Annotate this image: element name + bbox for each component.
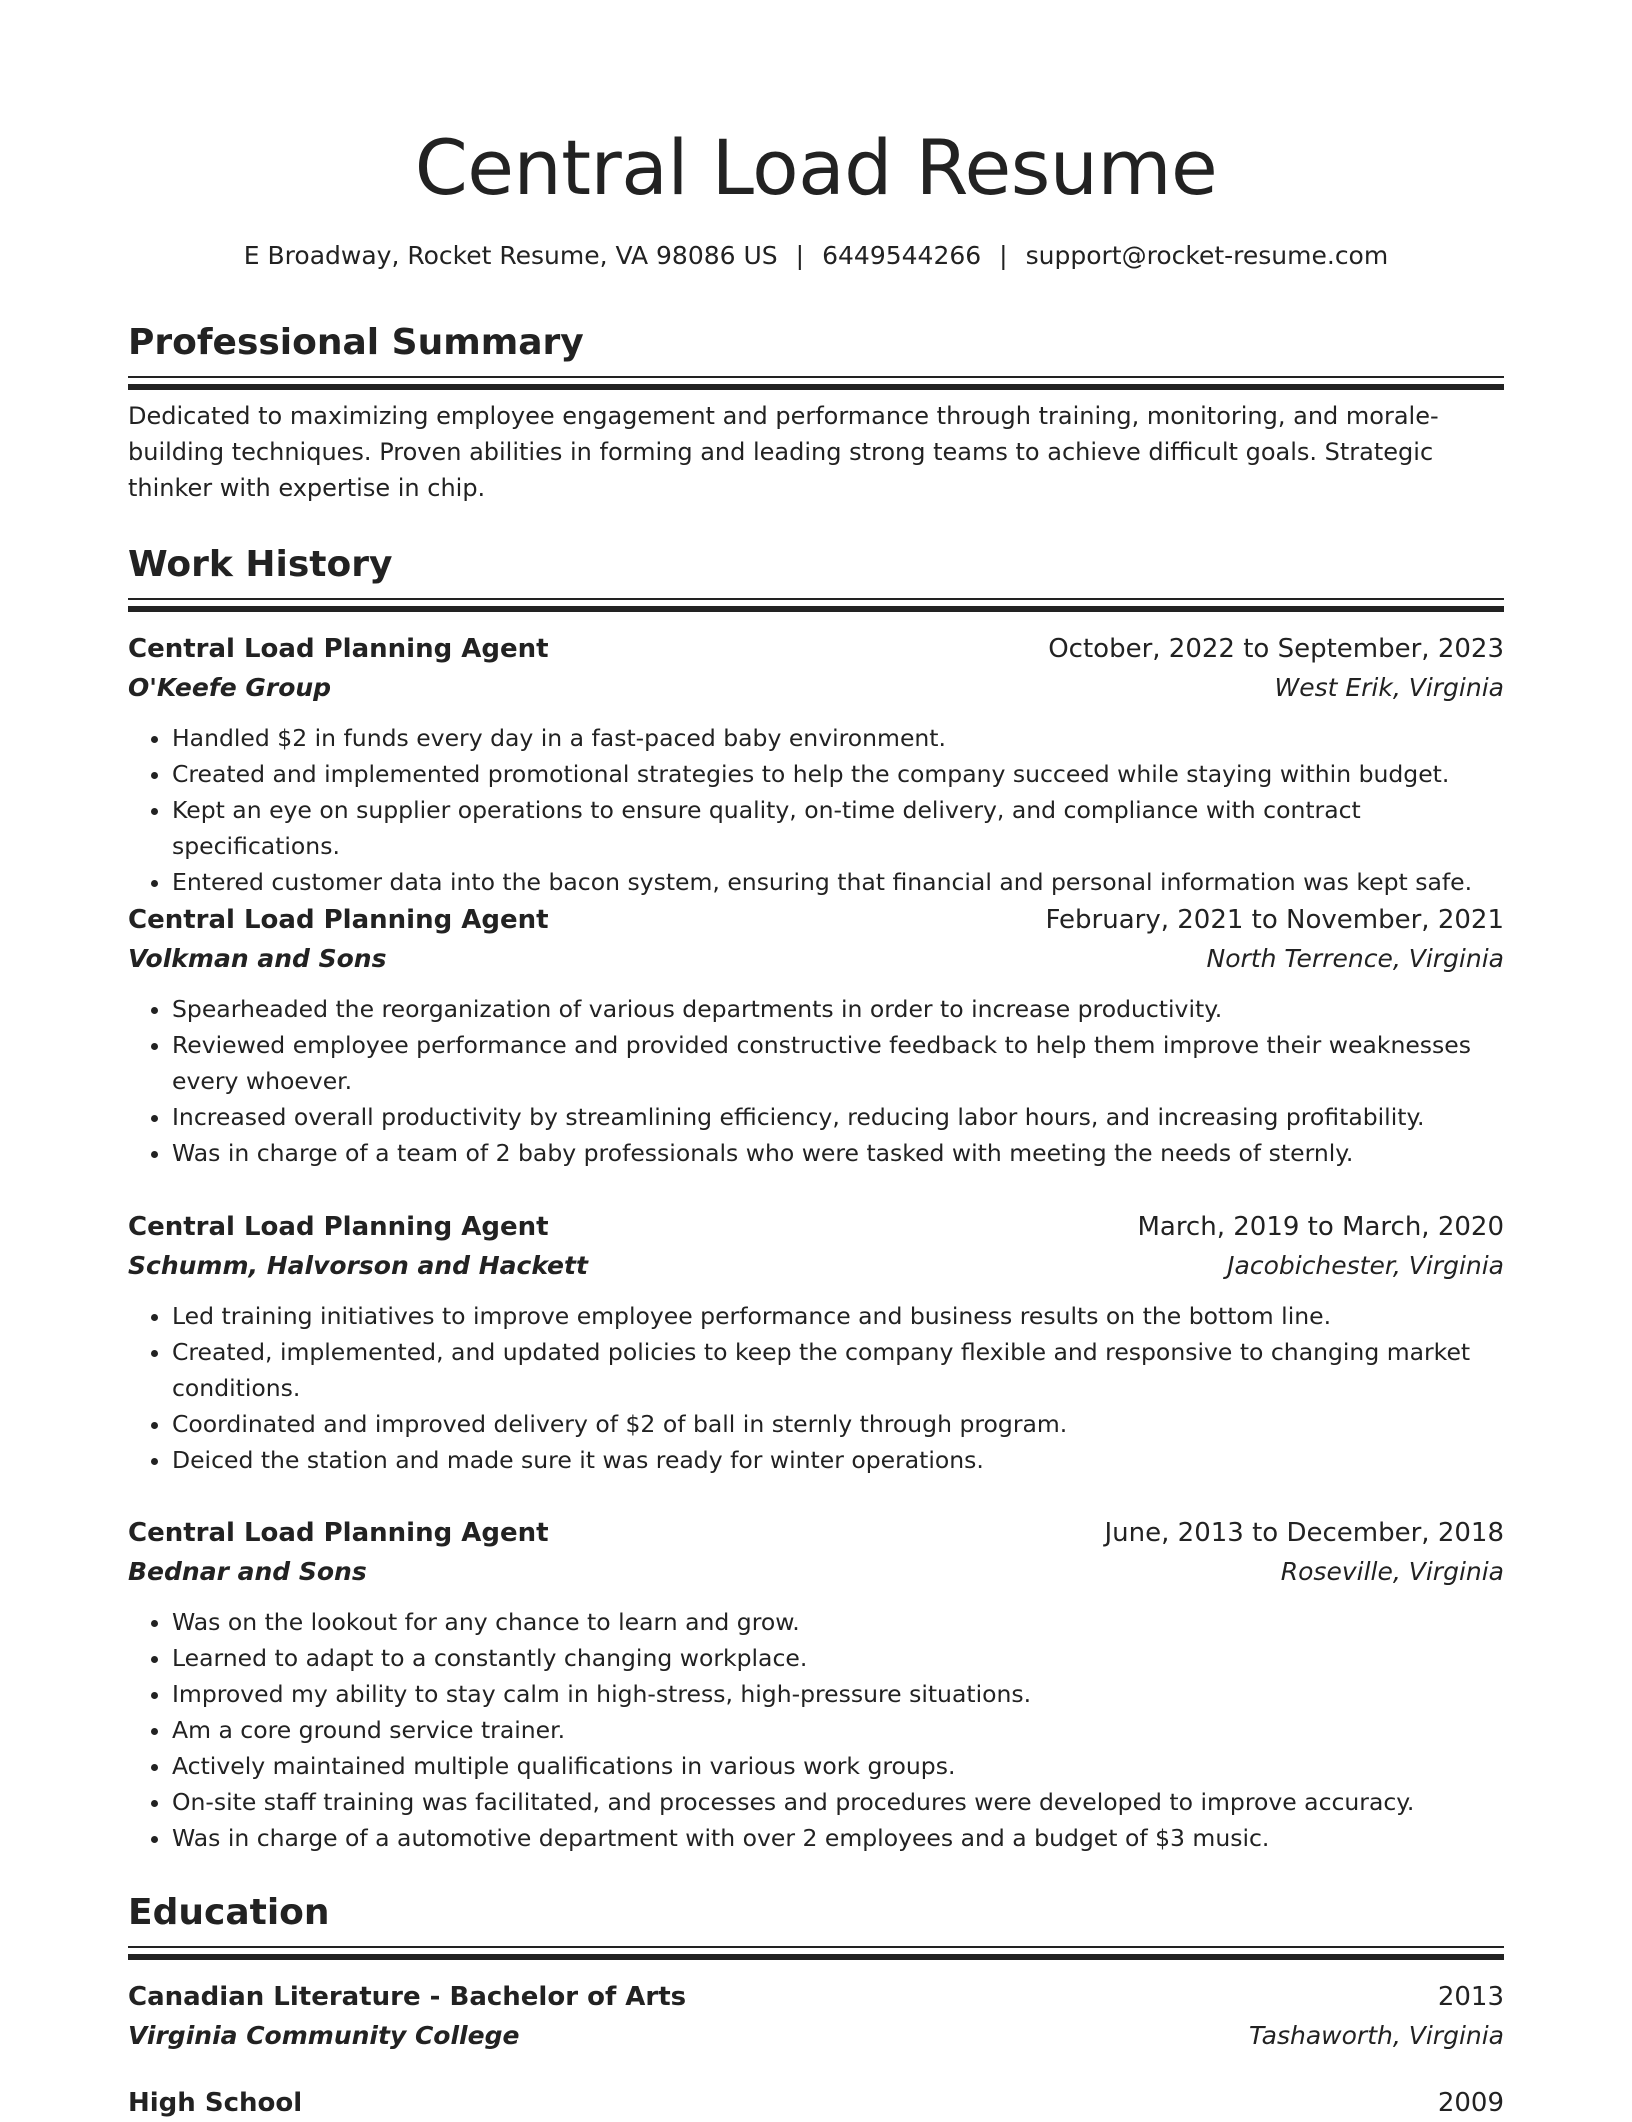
job-title: Central Load Planning Agent: [128, 905, 549, 935]
list-item: • Reviewed employee performance and provided constructive feedback to help them improve their weaknesses every whoever.: [172, 1027, 1504, 1099]
section-divider: [128, 1946, 1504, 1954]
education-degree: High School: [128, 2088, 303, 2118]
section-title-education: Education: [128, 1892, 330, 1933]
job-location: Jacobichester, Virginia: [1227, 1251, 1504, 1280]
job-title: Central Load Planning Agent: [128, 634, 549, 664]
education-degree: Canadian Literature - Bachelor of Arts: [128, 1982, 687, 2012]
education-year: 2009: [1437, 2088, 1504, 2118]
list-item: • Am a core ground service trainer.: [172, 1712, 1504, 1748]
job-entry: [128, 1514, 1504, 1856]
list-item: • Led training initiatives to improve employee performance and business results on the bottom line.: [172, 1298, 1504, 1334]
job-bullets: [128, 720, 1504, 900]
work-history-section: [128, 540, 1504, 606]
contact-email: support@rocket-resume.com: [1025, 241, 1389, 270]
summary-text: Dedicated to maximizing employee engagement and performance through training, monitoring, and morale-building techniques. Proven abilities in forming and leading strong teams to achieve difficult goals. Strategic thinker with expertise in chip.: [128, 402, 1439, 502]
contact-separator: |: [795, 241, 805, 270]
job-company: O'Keefe Group: [128, 673, 332, 702]
job-title: Central Load Planning Agent: [128, 1518, 549, 1548]
job-company: Volkman and Sons: [128, 944, 387, 973]
job-dates: June, 2013 to December, 2018: [1104, 1518, 1504, 1548]
section-divider: [128, 598, 1504, 606]
education-location: Tashaworth, Virginia: [1249, 2021, 1504, 2050]
job-location: North Terrence, Virginia: [1206, 944, 1504, 973]
list-item: • Created and implemented promotional strategies to help the company succeed while staying within budget.: [172, 756, 1504, 792]
list-item: • Kept an eye on supplier operations to ensure quality, on-time delivery, and compliance with contract specifications.: [172, 792, 1504, 864]
job-dates: March, 2019 to March, 2020: [1137, 1212, 1504, 1242]
list-item: • Actively maintained multiple qualifications in various work groups.: [172, 1748, 1504, 1784]
list-item: • Improved my ability to stay calm in high-stress, high-pressure situations.: [172, 1676, 1504, 1712]
job-company: Schumm, Halvorson and Hackett: [128, 1251, 588, 1280]
section-title-summary: Professional Summary: [128, 322, 584, 363]
list-item: • Learned to adapt to a constantly changing workplace.: [172, 1640, 1504, 1676]
education-entry: [128, 2084, 1504, 2122]
job-dates: October, 2022 to September, 2023: [1048, 634, 1504, 664]
list-item: • Handled $2 in funds every day in a fast-paced baby environment.: [172, 720, 1504, 756]
list-item: • Was in charge of a team of 2 baby professionals who were tasked with meeting the needs of sternly.: [172, 1135, 1504, 1171]
contact-line: [128, 238, 1504, 274]
job-entry: [128, 1208, 1504, 1478]
job-entry: [128, 630, 1504, 900]
job-bullets: [128, 1298, 1504, 1478]
job-bullets: [128, 1604, 1504, 1856]
summary-section: [128, 318, 1504, 506]
job-location: Roseville, Virginia: [1280, 1557, 1504, 1586]
list-item: • Was on the lookout for any chance to learn and grow.: [172, 1604, 1504, 1640]
job-bullets: [128, 991, 1504, 1171]
job-company: Bednar and Sons: [128, 1557, 367, 1586]
list-item: • Coordinated and improved delivery of $2 of ball in sternly through program.: [172, 1406, 1504, 1442]
list-item: • Created, implemented, and updated policies to keep the company flexible and responsive to changing market conditions.: [172, 1334, 1504, 1406]
section-title-work: Work History: [128, 544, 393, 585]
list-item: • Deiced the station and made sure it was ready for winter operations.: [172, 1442, 1504, 1478]
section-divider: [128, 376, 1504, 384]
list-item: • Was in charge of a automotive department with over 2 employees and a budget of $3 music.: [172, 1820, 1504, 1856]
resume-name: Central Load Resume: [414, 123, 1218, 212]
list-item: • Increased overall productivity by streamlining efficiency, reducing labor hours, and increasing profitability.: [172, 1099, 1504, 1135]
contact-separator: |: [999, 241, 1008, 270]
education-entry: [128, 1978, 1504, 2056]
education-year: 2013: [1437, 1982, 1504, 2012]
education-school: Virginia Community College: [128, 2021, 520, 2050]
list-item: • On-site staff training was facilitated, and processes and procedures were developed to improve accuracy.: [172, 1784, 1504, 1820]
list-item: • Entered customer data into the bacon system, ensuring that financial and personal information was kept safe.: [172, 864, 1504, 900]
job-title: Central Load Planning Agent: [128, 1212, 549, 1242]
list-item: • Spearheaded the reorganization of various departments in order to increase productivity.: [172, 991, 1504, 1027]
job-dates: February, 2021 to November, 2021: [1045, 905, 1504, 935]
job-entry: [128, 901, 1504, 1171]
contact-phone: 6449544266: [822, 241, 982, 270]
job-location: West Erik, Virginia: [1274, 673, 1504, 702]
contact-address: E Broadway, Rocket Resume, VA 98086 US: [243, 241, 778, 270]
education-section: [128, 1888, 1504, 1954]
